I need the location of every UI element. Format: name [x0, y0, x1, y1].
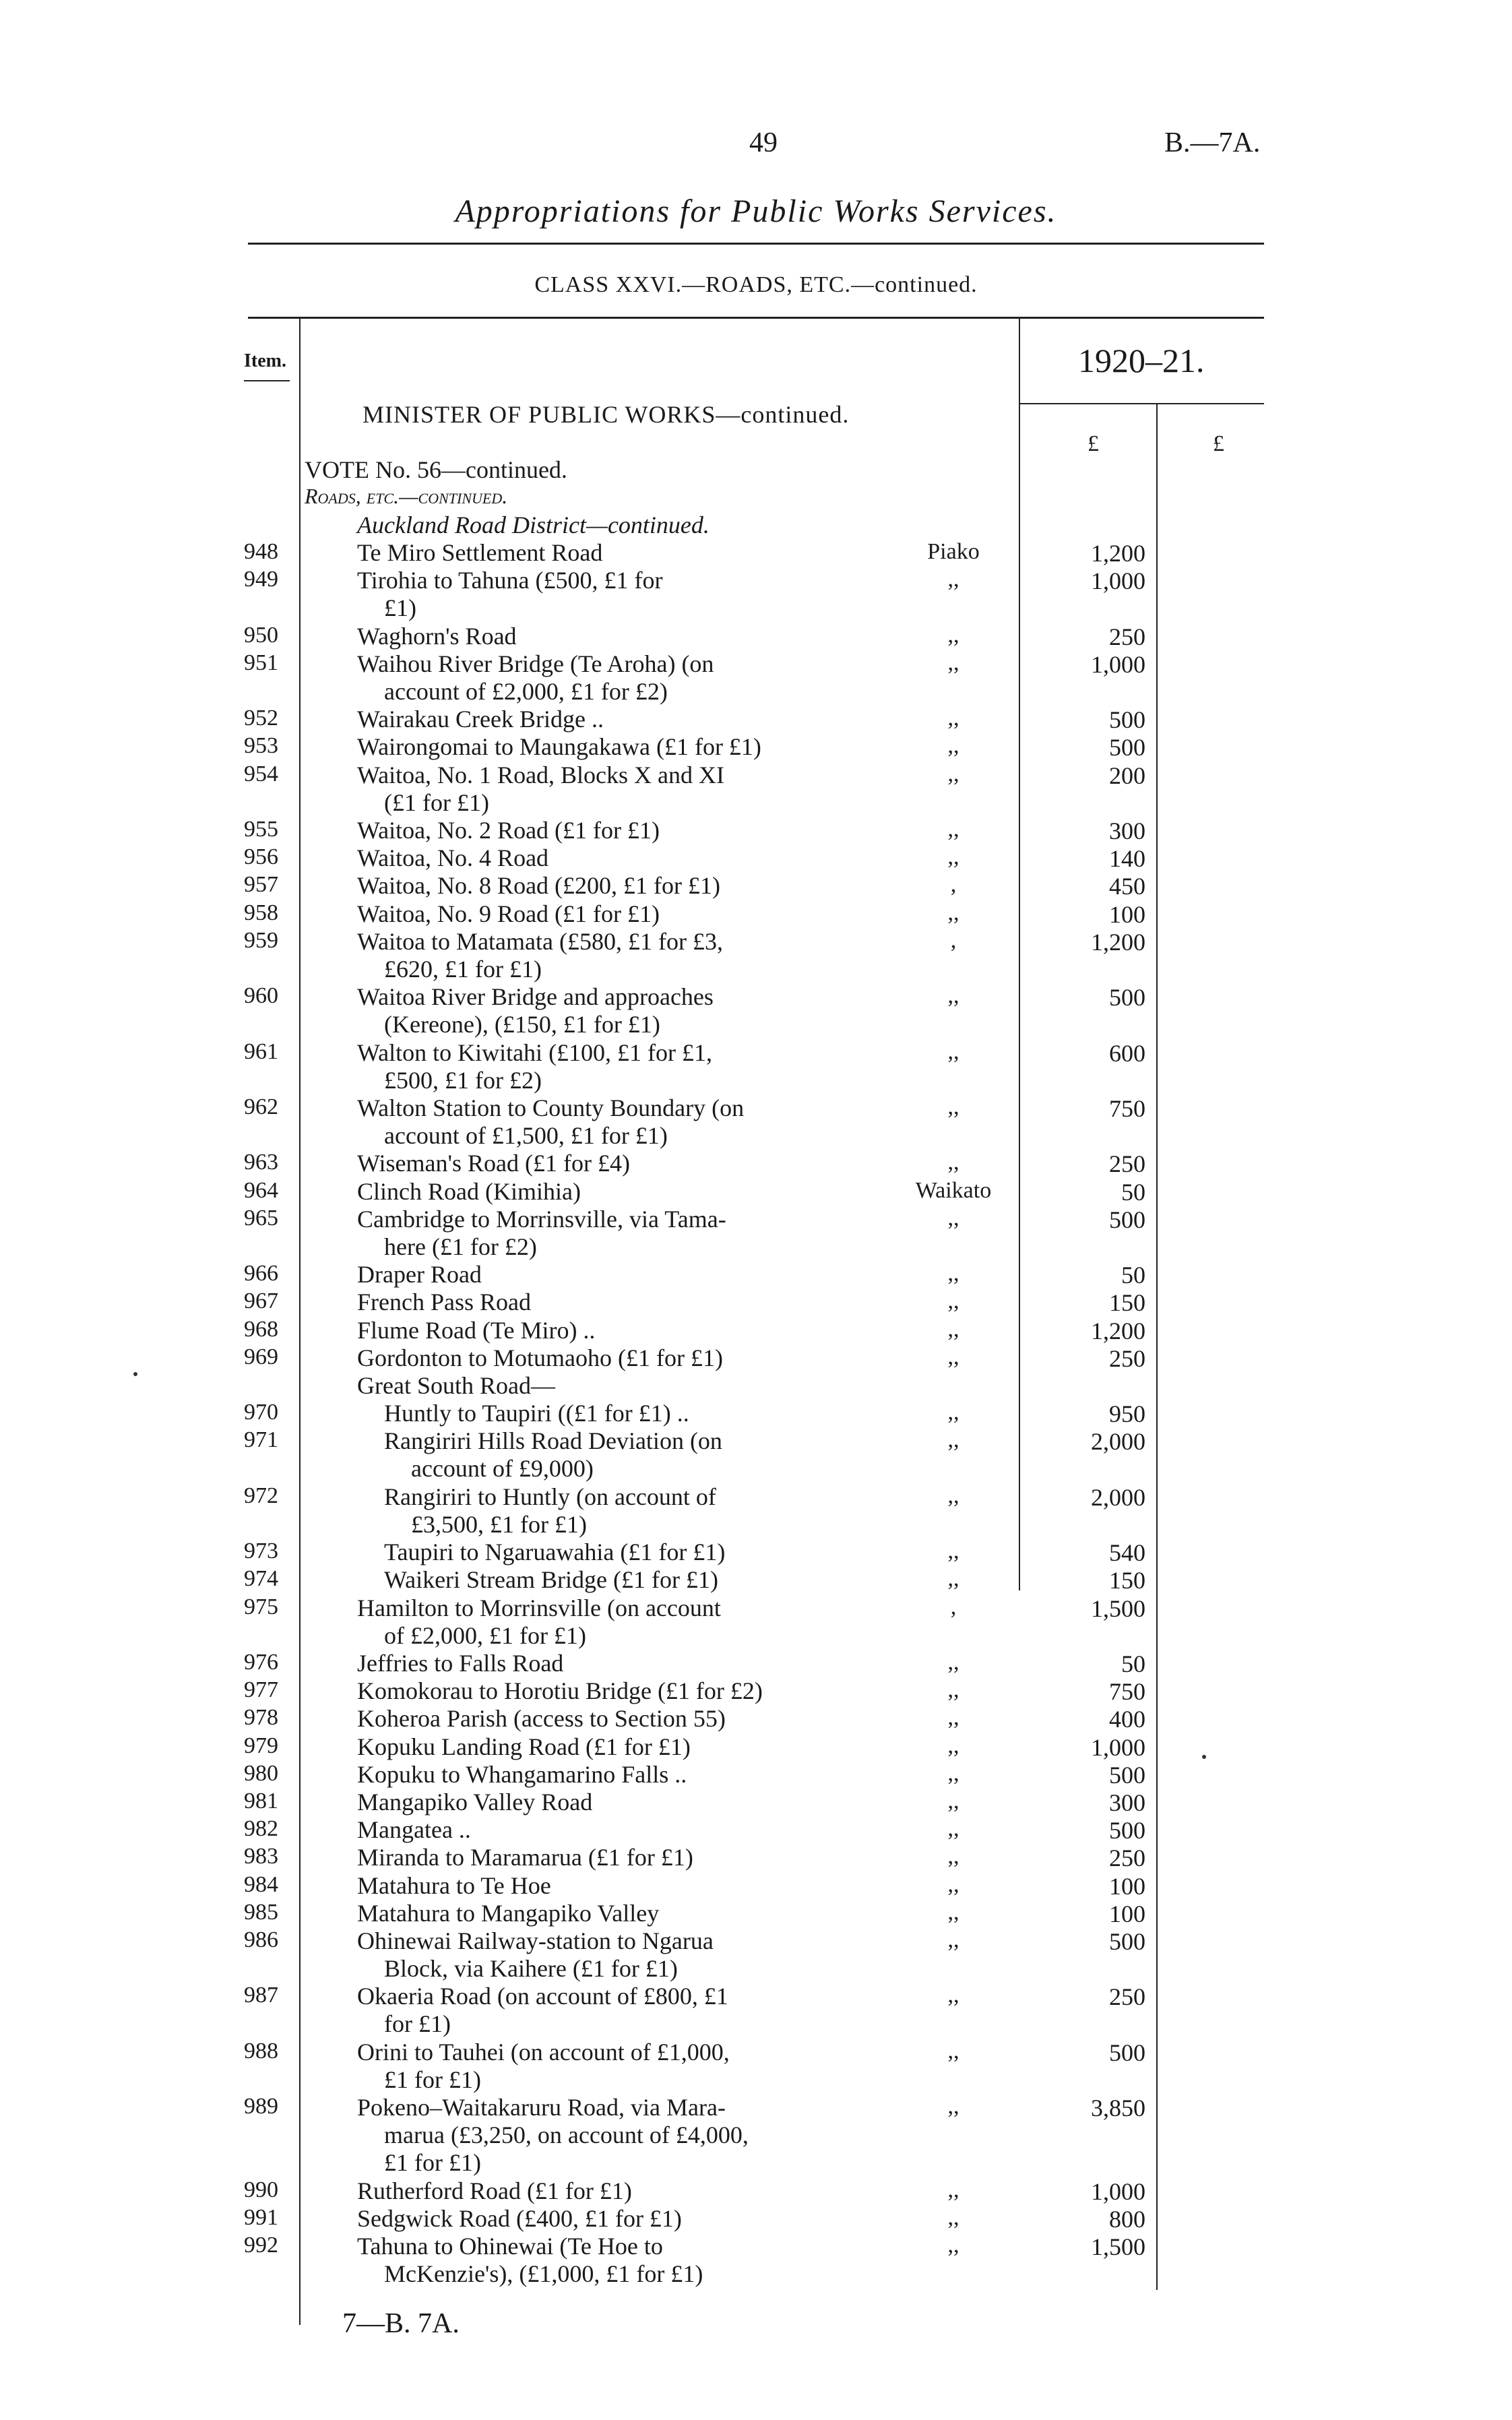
description-line: Jeffries to Falls Road — [357, 1650, 564, 1677]
amount-value: 500 — [1109, 1762, 1145, 1789]
item-number: 949 — [244, 567, 278, 592]
amount-value: 300 — [1109, 817, 1145, 844]
item-number: 968 — [244, 1317, 278, 1342]
item-description — [357, 2233, 869, 2288]
district-name: ,, — [947, 762, 959, 786]
description-continuation: £620, £1 for £1) — [384, 956, 542, 983]
item-number: 972 — [244, 1483, 278, 1508]
item-description — [357, 1206, 869, 1261]
item-description — [357, 2094, 869, 2177]
item-description — [357, 1344, 869, 1372]
amount-value: 50 — [1121, 1650, 1145, 1677]
district-name: ,, — [947, 1872, 959, 1897]
district-name: ,, — [947, 1094, 959, 1119]
amount-value: 250 — [1109, 1150, 1145, 1177]
district-name: ,, — [947, 1816, 959, 1841]
amount-value: 300 — [1109, 1789, 1145, 1816]
item-description — [357, 1261, 869, 1289]
amount-value: 500 — [1109, 1817, 1145, 1844]
description-line: Matahura to Te Hoe — [357, 1872, 551, 1899]
document-reference: B.—7A. — [1164, 127, 1261, 158]
item-description — [357, 1900, 869, 1927]
amount-column-rule — [1156, 403, 1158, 2290]
item-number: 989 — [244, 2094, 278, 2119]
district-name: ,, — [947, 1400, 959, 1425]
description-line: Draper Road — [357, 1261, 482, 1288]
amount-value: 100 — [1109, 1873, 1145, 1900]
item-description — [357, 1983, 869, 2038]
district-name: ,, — [947, 1927, 959, 1952]
description-line: Taupiri to Ngaruawahia (£1 for £1) — [384, 1539, 726, 1565]
item-number: 956 — [244, 844, 278, 869]
district-name: ,, — [947, 1261, 959, 1286]
amount-value: 750 — [1109, 1095, 1145, 1122]
item-description — [384, 1539, 869, 1566]
description-line: Wairakau Creek Bridge .. — [357, 706, 604, 733]
amount-value: 600 — [1109, 1040, 1145, 1067]
district-name: ,, — [947, 1539, 959, 1563]
district-name: Piako — [927, 539, 980, 564]
description-line: Waitoa, No. 2 Road (£1 for £1) — [357, 817, 660, 844]
item-description — [357, 623, 869, 650]
item-number: 966 — [244, 1261, 278, 1286]
district-name: ,, — [947, 2039, 959, 2064]
item-description — [357, 900, 869, 928]
description-continuation: (£1 for £1) — [384, 789, 489, 816]
district-name: ,, — [947, 1289, 959, 1313]
description-line: Wiseman's Road (£1 for £4) — [357, 1150, 630, 1177]
description-line: Waghorn's Road — [357, 623, 517, 650]
description-line: Cambridge to Morrinsville, via Tama- — [357, 1206, 726, 1233]
description-line: Okaeria Road (on account of £800, £1 — [357, 1983, 728, 2010]
item-number: 959 — [244, 928, 278, 953]
district-name: ,, — [947, 1427, 959, 1452]
description-continuation: £1) — [384, 594, 416, 621]
district-name: ,, — [947, 1344, 959, 1369]
description-line: Huntly to Taupiri ((£1 for £1) .. — [384, 1400, 689, 1427]
print-speck — [133, 1372, 137, 1376]
description-line: Matahura to Mangapiko Valley — [357, 1900, 660, 1927]
page-number: 49 — [749, 127, 778, 158]
roads-heading: Roads, etc.—continued. — [305, 484, 508, 508]
amount-value: 3,850 — [1091, 2095, 1145, 2121]
item-number: 974 — [244, 1566, 278, 1591]
description-continuation: £1 for £1) — [384, 2149, 481, 2176]
description-line: Mangapiko Valley Road — [357, 1789, 593, 1816]
amount-value: 400 — [1109, 1706, 1145, 1733]
description-line: Koheroa Parish (access to Section 55) — [357, 1705, 726, 1732]
item-number: 963 — [244, 1150, 278, 1175]
title-rule — [248, 243, 1264, 245]
item-description — [357, 983, 869, 1038]
district-name: Waikato — [915, 1178, 992, 1203]
item-number: 973 — [244, 1539, 278, 1563]
item-number: 948 — [244, 539, 278, 564]
district-name: ,, — [947, 2233, 959, 2258]
item-number: 958 — [244, 900, 278, 925]
district-name: ,, — [947, 2177, 959, 2202]
description-line: Komokorau to Horotiu Bridge (£1 for £2) — [357, 1677, 763, 1704]
description-line: Mangatea .. — [357, 1816, 471, 1843]
item-number: 991 — [244, 2205, 278, 2230]
description-continuation: McKenzie's), (£1,000, £1 for £1) — [384, 2260, 703, 2287]
item-description — [357, 1594, 869, 1650]
item-number: 957 — [244, 872, 278, 897]
item-number: 962 — [244, 1094, 278, 1119]
description-line: Pokeno–Waitakaruru Road, via Mara- — [357, 2094, 726, 2121]
description-continuation: account of £9,000) — [411, 1455, 594, 1482]
amount-value: 1,000 — [1091, 651, 1145, 678]
year-header-rule — [1019, 403, 1264, 404]
description-continuation: £500, £1 for £2) — [384, 1067, 542, 1094]
item-number: 982 — [244, 1816, 278, 1841]
item-number: 971 — [244, 1427, 278, 1452]
item-number: 992 — [244, 2233, 278, 2258]
district-name: ,, — [947, 1983, 959, 2008]
item-column-rule — [299, 317, 301, 2325]
item-description — [357, 1150, 869, 1177]
district-name: , — [950, 928, 957, 953]
item-description — [357, 2039, 869, 2094]
item-description — [357, 1761, 869, 1789]
description-line: Rutherford Road (£1 for £1) — [357, 2177, 632, 2204]
district-name: ,, — [947, 1677, 959, 1702]
item-description — [357, 1039, 869, 1094]
item-number: 984 — [244, 1872, 278, 1897]
amount-value: 140 — [1109, 845, 1145, 872]
description-continuation: £3,500, £1 for £1) — [411, 1511, 587, 1538]
item-description — [357, 1705, 869, 1733]
item-number: 990 — [244, 2177, 278, 2202]
description-line: Flume Road (Te Miro) .. — [357, 1317, 596, 1344]
district-name: ,, — [947, 983, 959, 1008]
amount-value: 250 — [1109, 1844, 1145, 1871]
item-number: 983 — [244, 1844, 278, 1869]
description-line: Tahuna to Ohinewai (Te Hoe to — [357, 2233, 663, 2260]
district-name: ,, — [947, 1206, 959, 1231]
amount-value: 2,000 — [1091, 1428, 1145, 1455]
item-number: 969 — [244, 1344, 278, 1369]
description-line: Waitoa, No. 4 Road — [357, 844, 549, 871]
amount-value: 1,000 — [1091, 2178, 1145, 2205]
amount-value: 1,500 — [1091, 2233, 1145, 2260]
district-name: ,, — [947, 1733, 959, 1758]
item-number: 987 — [244, 1983, 278, 2008]
description-line: Walton Station to County Boundary (on — [357, 1094, 745, 1121]
amount-value: 540 — [1109, 1539, 1145, 1566]
description-continuation: account of £1,500, £1 for £1) — [384, 1122, 668, 1149]
item-number: 953 — [244, 733, 278, 758]
description-continuation: Block, via Kaihere (£1 for £1) — [384, 1955, 678, 1982]
item-description — [357, 1650, 869, 1677]
district-name: ,, — [947, 1566, 959, 1591]
district-name: ,, — [947, 706, 959, 731]
item-column-header: Item. — [244, 350, 286, 371]
amount-value: 1,000 — [1091, 1734, 1145, 1761]
description-line: Walton to Kiwitahi (£100, £1 for £1, — [357, 1039, 713, 1066]
table-top-rule — [248, 317, 1264, 319]
pound-header-2: £ — [1213, 431, 1224, 456]
item-header-underline — [244, 380, 290, 381]
district-name: ,, — [947, 817, 959, 842]
amount-value: 950 — [1109, 1400, 1145, 1427]
district-name: ,, — [947, 2205, 959, 2230]
description-line: Orini to Tauhei (on account of £1,000, — [357, 2039, 730, 2066]
district-name: ,, — [947, 1039, 959, 1064]
description-line: Clinch Road (Kimihia) — [357, 1178, 581, 1205]
item-number: 981 — [244, 1789, 278, 1813]
footer-reference: 7—B. 7A. — [342, 2308, 460, 2339]
item-description — [357, 1677, 869, 1705]
item-description — [357, 1289, 869, 1316]
description-line: Tirohia to Tahuna (£500, £1 for — [357, 567, 663, 594]
description-continuation: (Kereone), (£150, £1 for £1) — [384, 1011, 660, 1038]
item-number: 976 — [244, 1650, 278, 1675]
amount-value: 1,000 — [1091, 567, 1145, 594]
amount-value: 200 — [1109, 762, 1145, 789]
item-number: 977 — [244, 1677, 278, 1702]
item-number: 978 — [244, 1705, 278, 1730]
description-line: Waitoa to Matamata (£580, £1 for £3, — [357, 928, 723, 955]
description-line: Miranda to Maramarua (£1 for £1) — [357, 1844, 693, 1871]
item-description — [384, 1400, 869, 1427]
district-name: ,, — [947, 1705, 959, 1730]
item-description — [357, 872, 869, 900]
description-line: Sedgwick Road (£400, £1 for £1) — [357, 2205, 682, 2232]
item-number: 980 — [244, 1761, 278, 1786]
amount-value: 2,000 — [1091, 1484, 1145, 1511]
item-description — [357, 1872, 869, 1900]
district-name: ,, — [947, 1900, 959, 1925]
item-description — [357, 539, 869, 567]
item-number: 961 — [244, 1039, 278, 1064]
item-description — [357, 706, 869, 733]
description-line: Gordonton to Motumaoho (£1 for £1) — [357, 1344, 723, 1371]
description-line: Kopuku Landing Road (£1 for £1) — [357, 1733, 691, 1760]
item-number: 951 — [244, 650, 278, 675]
amount-value: 1,200 — [1091, 540, 1145, 567]
item-description — [357, 567, 869, 622]
district-name: ,, — [947, 1650, 959, 1675]
amount-value: 1,200 — [1091, 1317, 1145, 1344]
description-line: Waitoa, No. 1 Road, Blocks X and XI — [357, 762, 725, 788]
description-line: Te Miro Settlement Road — [357, 539, 603, 566]
description-line: Wairongomai to Maungakawa (£1 for £1) — [357, 733, 761, 760]
description-continuation: £1 for £1) — [384, 2066, 481, 2093]
amount-value: 750 — [1109, 1678, 1145, 1705]
amount-value: 500 — [1109, 706, 1145, 733]
description-line: Waihou River Bridge (Te Aroha) (on — [357, 650, 714, 677]
amount-value: 500 — [1109, 1206, 1145, 1233]
amount-value: 100 — [1109, 901, 1145, 928]
district-name: ,, — [947, 2094, 959, 2119]
page-title: Appropriations for Public Works Services. — [455, 193, 1057, 229]
description-line: Great South Road— — [357, 1372, 555, 1399]
amount-value: 250 — [1109, 623, 1145, 650]
amount-value: 50 — [1121, 1179, 1145, 1206]
description-line: Waitoa River Bridge and approaches — [357, 983, 714, 1010]
district-name: ,, — [947, 1761, 959, 1786]
item-number: 979 — [244, 1733, 278, 1758]
item-description — [357, 1927, 869, 1983]
item-description — [357, 1317, 869, 1344]
description-line: Ohinewai Railway-station to Ngarua — [357, 1927, 714, 1954]
description-line: Rangiriri Hills Road Deviation (on — [384, 1427, 722, 1454]
district-heading: Auckland Road District—continued. — [357, 511, 710, 538]
item-description — [384, 1427, 869, 1483]
amount-value: 50 — [1121, 1262, 1145, 1289]
print-speck — [1202, 1755, 1206, 1759]
item-description — [357, 2177, 869, 2205]
item-number: 955 — [244, 817, 278, 842]
district-name: ,, — [947, 1483, 959, 1508]
district-name: ,, — [947, 650, 959, 675]
description-continuation: for £1) — [384, 2010, 451, 2037]
pound-header-1: £ — [1088, 431, 1099, 456]
item-number: 954 — [244, 762, 278, 786]
district-name: , — [950, 872, 957, 897]
district-name: ,, — [947, 900, 959, 925]
description-line: Waitoa, No. 8 Road (£200, £1 for £1) — [357, 872, 720, 899]
description-line: Waitoa, No. 9 Road (£1 for £1) — [357, 900, 660, 927]
amount-value: 250 — [1109, 1345, 1145, 1372]
item-description — [357, 817, 869, 844]
item-number: 970 — [244, 1400, 278, 1425]
description-continuation: marua (£3,250, on account of £4,000, — [384, 2121, 749, 2148]
amount-value: 450 — [1109, 873, 1145, 900]
district-name: , — [950, 1594, 957, 1619]
item-description — [384, 1483, 869, 1539]
item-description — [357, 1733, 869, 1761]
district-name: ,, — [947, 733, 959, 758]
item-description — [357, 1789, 869, 1816]
item-number: 986 — [244, 1927, 278, 1952]
amount-value: 150 — [1109, 1567, 1145, 1594]
district-name: ,, — [947, 1844, 959, 1869]
district-name: ,, — [947, 1789, 959, 1813]
item-number: 965 — [244, 1206, 278, 1231]
item-description — [357, 762, 869, 817]
description-line: Hamilton to Morrinsville (on account — [357, 1594, 721, 1621]
description-continuation: of £2,000, £1 for £1) — [384, 1622, 586, 1649]
vote-heading: VOTE No. 56—continued. — [305, 456, 567, 483]
item-description — [357, 928, 869, 983]
item-number: 960 — [244, 983, 278, 1008]
item-description — [357, 1372, 869, 1400]
amount-value: 500 — [1109, 1928, 1145, 1955]
amount-value: 500 — [1109, 984, 1145, 1011]
item-description — [357, 1178, 869, 1206]
district-name: ,, — [947, 623, 959, 648]
item-number: 985 — [244, 1900, 278, 1925]
description-line: Kopuku to Whangamarino Falls .. — [357, 1761, 687, 1788]
amount-value: 250 — [1109, 1983, 1145, 2010]
item-description — [357, 1816, 869, 1844]
item-number: 950 — [244, 623, 278, 648]
amount-value: 100 — [1109, 1900, 1145, 1927]
description-line: Waikeri Stream Bridge (£1 for £1) — [384, 1566, 718, 1593]
year-column-header: 1920–21. — [1078, 342, 1205, 379]
district-name: ,, — [947, 1317, 959, 1342]
amount-value: 1,500 — [1091, 1595, 1145, 1622]
description-continuation: account of £2,000, £1 for £2) — [384, 678, 668, 705]
description-line: French Pass Road — [357, 1289, 531, 1315]
minister-heading: MINISTER OF PUBLIC WORKS—continued. — [363, 401, 850, 428]
item-description — [357, 733, 869, 761]
amount-value: 150 — [1109, 1289, 1145, 1316]
item-description — [357, 650, 869, 706]
item-number: 967 — [244, 1289, 278, 1313]
item-description — [357, 844, 869, 872]
item-description — [384, 1566, 869, 1594]
item-number: 975 — [244, 1594, 278, 1619]
district-column-rule — [1019, 317, 1020, 1590]
item-number: 988 — [244, 2039, 278, 2064]
item-number: 964 — [244, 1178, 278, 1203]
amount-value: 1,200 — [1091, 929, 1145, 956]
district-name: ,, — [947, 844, 959, 869]
item-number: 952 — [244, 706, 278, 731]
description-continuation: here (£1 for £2) — [384, 1233, 537, 1260]
district-name: ,, — [947, 567, 959, 592]
district-name: ,, — [947, 1150, 959, 1175]
class-heading: CLASS XXVI.—ROADS, ETC.—continued. — [534, 272, 978, 297]
item-description — [357, 1094, 869, 1150]
amount-value: 500 — [1109, 734, 1145, 761]
item-description — [357, 2205, 869, 2233]
amount-value: 500 — [1109, 2039, 1145, 2066]
item-description — [357, 1844, 869, 1871]
description-line: Rangiriri to Huntly (on account of — [384, 1483, 716, 1510]
amount-value: 800 — [1109, 2206, 1145, 2233]
